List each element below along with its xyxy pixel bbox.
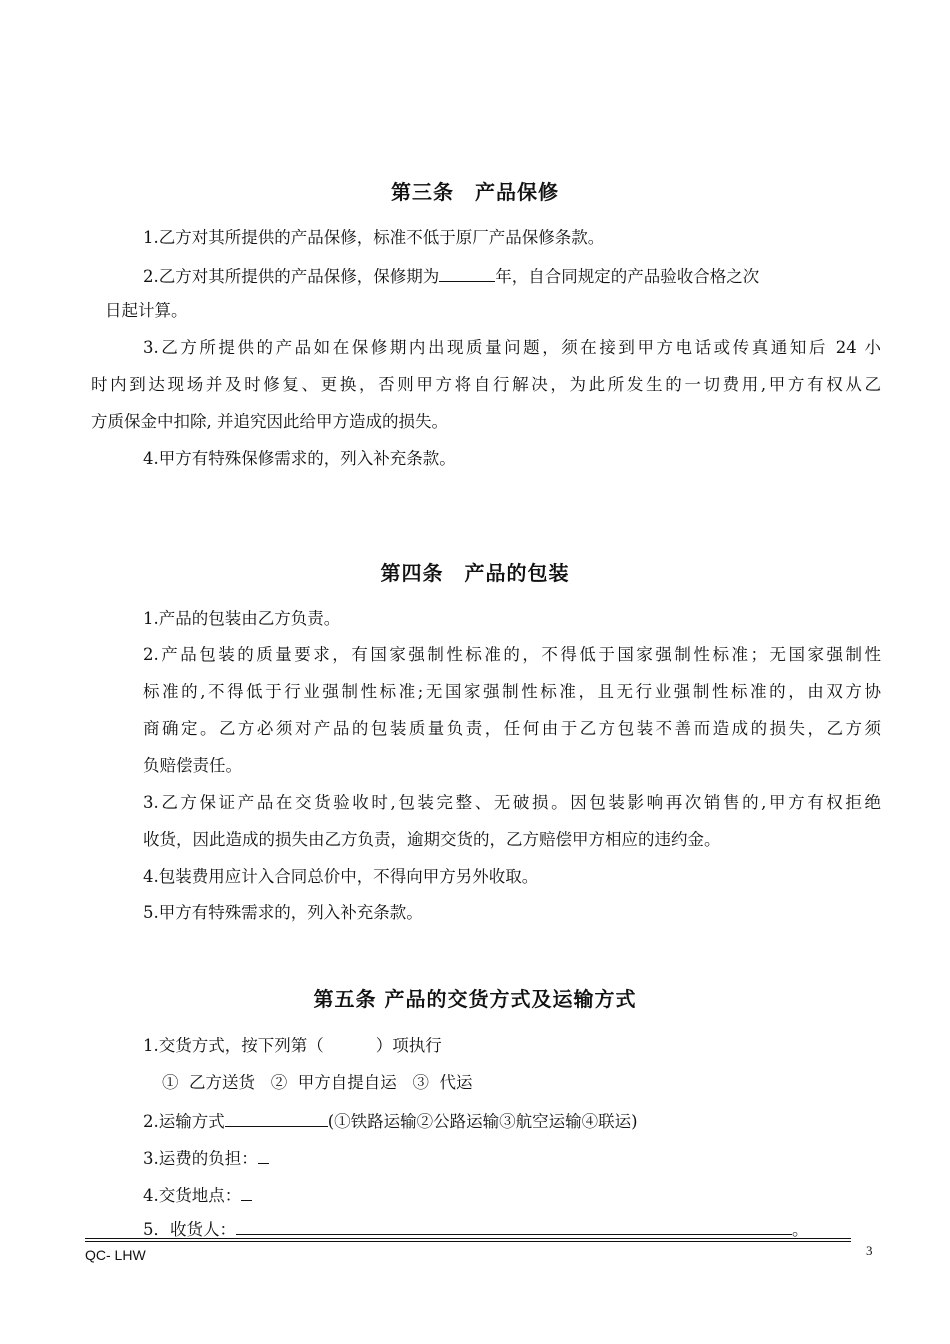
- warranty-years-blank: [439, 263, 495, 282]
- article-4-title: 第四条 产品的包装: [380, 561, 570, 585]
- footer-document-code: QC- LHW: [85, 1247, 146, 1263]
- article-3-item-1: 1.乙方对其所提供的产品保修，标准不低于原厂产品保修条款。: [143, 228, 605, 247]
- article-3-item-2-text-b: 年，自合同规定的产品验收合格之次: [495, 267, 760, 286]
- receiver-blank: [236, 1216, 792, 1235]
- footer-rule-top: [85, 1238, 851, 1239]
- article-3-item-2: [143, 263, 759, 288]
- transport-method-blank: [225, 1108, 328, 1127]
- delivery-place-line: [143, 1182, 252, 1207]
- article-3-item-3-cont-1: 时内到达现场并及时修复、更换，否则甲方将自行解决，为此所发生的一切费用,甲方有权从乙: [91, 375, 881, 394]
- article-4-item-3-cont: 收货，因此造成的损失由乙方负责，逾期交货的，乙方赔偿甲方相应的违约金。: [143, 830, 721, 849]
- footer-rule-bottom: [85, 1241, 851, 1242]
- article-4-item-2-cont-1: 标准的,不得低于行业强制性标准;无国家强制性标准，且无行业强制性标准的，由双方协: [143, 682, 881, 701]
- delivery-options: ① 乙方送货 ② 甲方自提自运 ③ 代运: [162, 1073, 473, 1092]
- footer-page-number: 3: [866, 1243, 873, 1258]
- delivery-place-blank: [241, 1182, 252, 1201]
- article-4-item-2-cont-2: 商确定。乙方必须对产品的包装质量负责，任何由于乙方包装不善而造成的损失，乙方须: [143, 719, 881, 738]
- article-4-item-2: 2.产品包装的质量要求，有国家强制性标准的，不得低于国家强制性标准；无国家强制性: [143, 645, 881, 664]
- delivery-method-prefix: 1.交货方式，按下列第（: [143, 1036, 324, 1055]
- article-3-item-4: 4.甲方有特殊保修需求的，列入补充条款。: [143, 449, 456, 468]
- freight-line: [143, 1145, 269, 1170]
- transport-method-line: [143, 1108, 638, 1133]
- article-4-item-5: 5.甲方有特殊需求的，列入补充条款。: [143, 903, 423, 922]
- article-4-item-2-cont-3: 负赔偿责任。: [143, 756, 242, 775]
- article-5-title: 第五条 产品的交货方式及运输方式: [313, 987, 637, 1011]
- receiver-end: 。: [792, 1220, 809, 1239]
- delivery-method-suffix: ）项执行: [375, 1036, 442, 1055]
- delivery-method-line: [143, 1035, 442, 1057]
- freight-blank: [258, 1145, 269, 1164]
- article-3-item-2-text-a: 2.乙方对其所提供的产品保修，保修期为: [143, 267, 440, 286]
- article-3-item-2-cont: 日起计算。: [105, 301, 188, 320]
- receiver-label: 5．收货人：: [143, 1220, 236, 1239]
- transport-method-options: (①铁路运输②公路运输③航空运输④联运): [327, 1112, 638, 1131]
- article-4-item-1: 1.产品的包装由乙方负责。: [143, 609, 341, 628]
- article-4-item-3: 3.乙方保证产品在交货验收时,包装完整、无破损。因包装影响再次销售的,甲方有权拒绝: [143, 793, 881, 812]
- article-3-item-3-cont-2: 方质保金中扣除, 并追究因此给甲方造成的损失。: [91, 412, 448, 431]
- freight-label: 3.运费的负担：: [143, 1149, 258, 1168]
- article-4-item-4: 4.包装费用应计入合同总价中，不得向甲方另外收取。: [143, 867, 539, 886]
- transport-method-label: 2.运输方式: [143, 1112, 225, 1131]
- article-3-item-3: 3.乙方所提供的产品如在保修期内出现质量问题，须在接到甲方电话或传真通知后 24 小: [143, 338, 881, 357]
- article-3-title: 第三条 产品保修: [391, 180, 559, 204]
- delivery-place-label: 4.交货地点：: [143, 1186, 242, 1205]
